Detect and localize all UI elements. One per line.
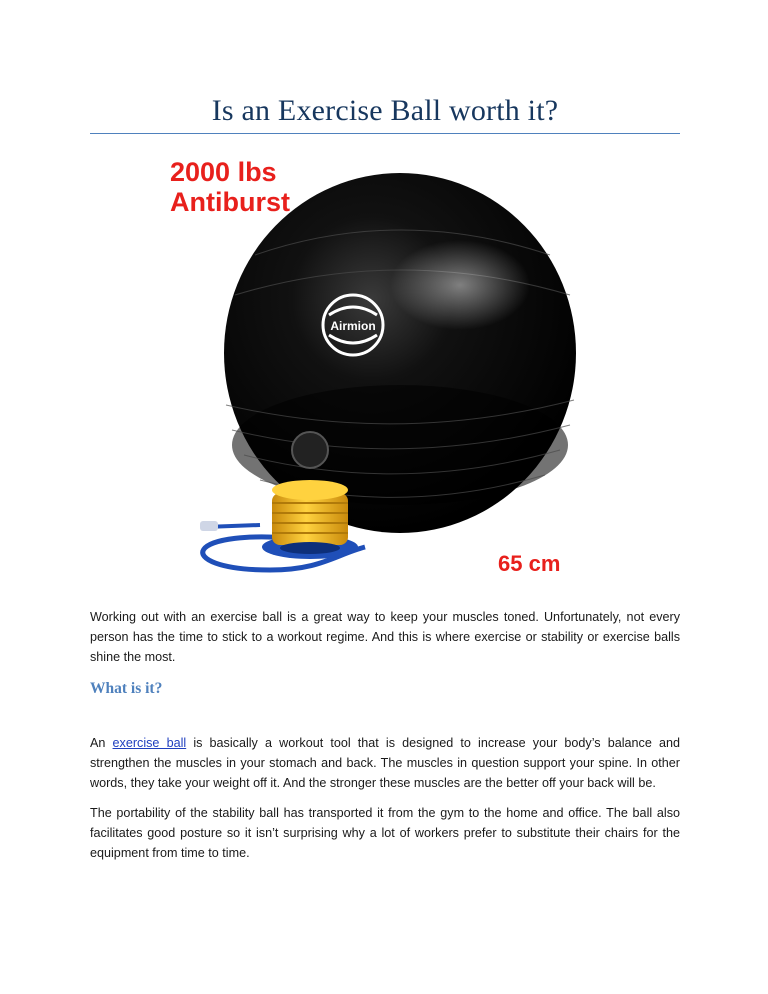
exercise-ball-link[interactable]: exercise ball <box>112 736 187 750</box>
exercise-ball-graphic <box>160 145 600 585</box>
badge-antiburst-line1: 2000 lbs <box>170 157 277 187</box>
section-heading-what-is-it: What is it? <box>90 680 163 697</box>
definition-prefix: An <box>90 736 113 750</box>
definition-paragraph <box>90 733 680 793</box>
ball-valve <box>292 432 328 468</box>
ball-highlight <box>390 240 530 330</box>
definition-text: is basically a workout tool that is designed to increase your body’s balance and strengthen the muscles in your stomach and back. The muscles in question support your spine. In other words, they take your weight off it. And the stronger these muscles are the better off your back will be. <box>90 736 680 790</box>
badge-size: 65 cm <box>498 551 561 576</box>
page-title: Is an Exercise Ball worth it? <box>211 94 559 127</box>
exercise-ball-image <box>160 145 600 585</box>
intro-paragraph: Working out with an exercise ball is a great way to keep your muscles toned. Unfortunately, not every person has the time to stick to a workout regime. And this is where exercise or stability or exercise balls shine the most. <box>90 610 680 664</box>
foot-pump <box>262 480 358 559</box>
portability-paragraph: The portability of the stability ball has transported it from the gym to the home and office. The ball also facilitates good posture so it isn’t surprising why a lot of workers prefer to substitute their chairs for the equipment from time to time. <box>90 806 680 860</box>
title-divider <box>90 133 680 134</box>
brand-name: Airmion <box>330 319 376 333</box>
badge-antiburst-line2: Antiburst <box>170 187 290 217</box>
